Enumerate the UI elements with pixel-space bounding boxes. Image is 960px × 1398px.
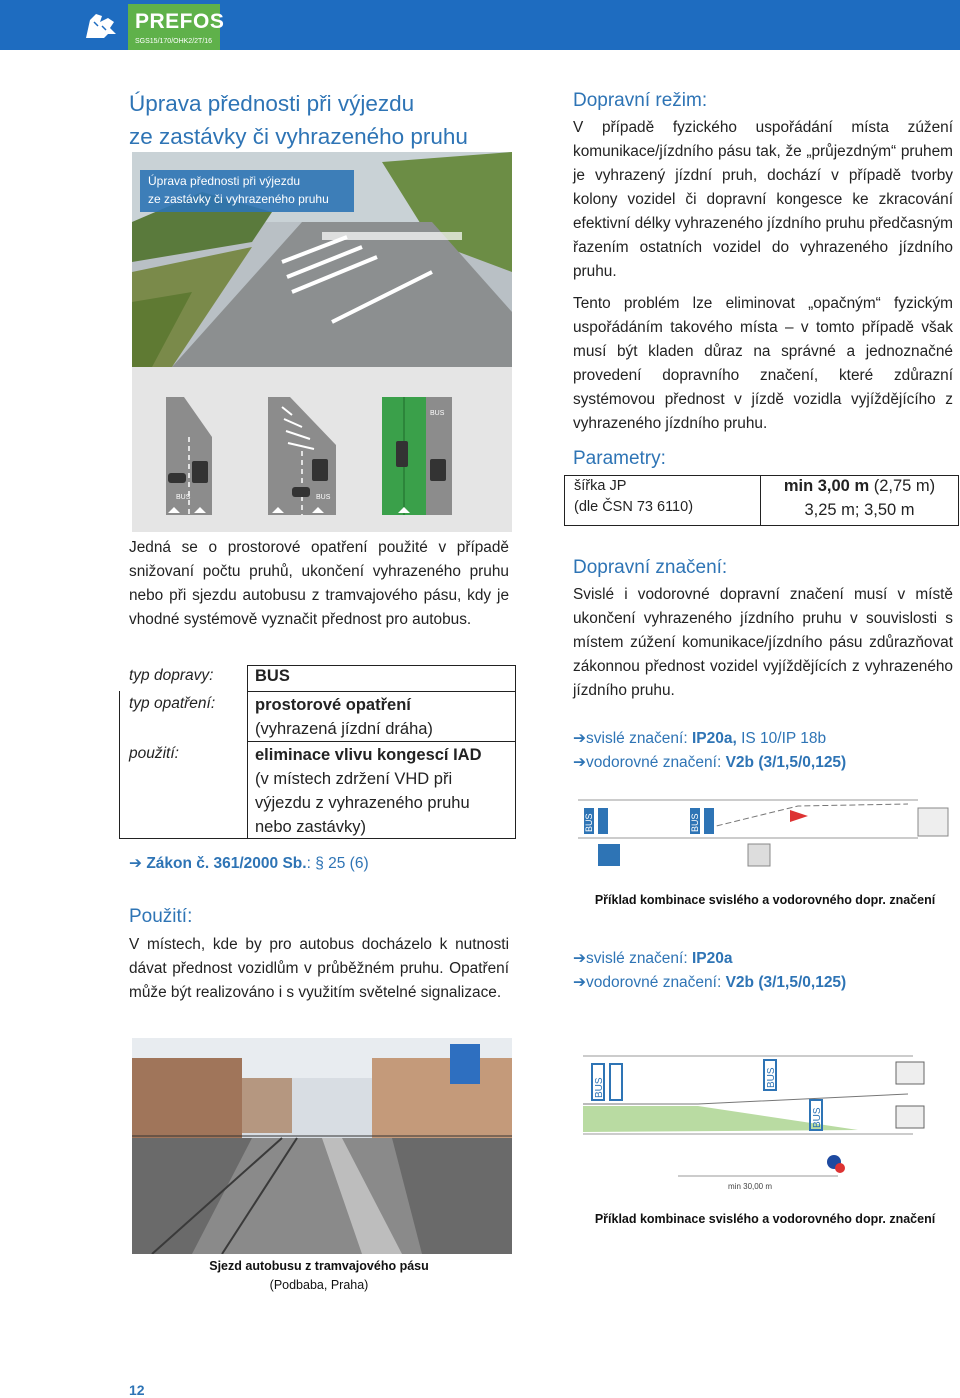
info-label-measure-type: typ opatření: [129, 695, 216, 712]
ex2-horizontal-signs [573, 973, 846, 992]
ex1-vertical-rest: IS 10/IP 18b [736, 730, 827, 747]
law-reference [129, 854, 369, 873]
ex2-marking-drawing [578, 1014, 956, 1194]
info-label-traffic-type: typ dopravy: [129, 667, 214, 684]
tram-track-photo-drawing [132, 1038, 512, 1254]
ex2-vertical-signs [573, 949, 732, 968]
info-border-right [515, 665, 516, 839]
ex1-horizontal-signs [573, 753, 846, 772]
info-divider-2 [247, 741, 516, 742]
diagram3-bus-label: BUS [430, 410, 445, 417]
info-divider-bottom [119, 838, 516, 839]
law-section: : § 25 (6) [306, 855, 369, 872]
ex2-bus-marking-2: BUS [766, 1067, 777, 1088]
ex1-bus-marking-2: BUS [690, 813, 700, 832]
info-value-usage-sub: (v místech zdržení VHD při výjezdu z vyhrazeného pruhu nebo zastávky) [255, 770, 470, 836]
arrow-right-icon: ➔ [573, 974, 586, 991]
info-row-traffic-type [129, 665, 516, 689]
ex2-bus-marking-1: BUS [594, 1077, 605, 1098]
ex2-marking-svg [578, 1014, 956, 1194]
street-photo-drawing [132, 152, 512, 367]
info-border-left [119, 691, 120, 839]
param-label: šířka JP [574, 478, 627, 494]
usage-heading: Použití: [129, 906, 193, 927]
params-heading: Parametry: [573, 448, 666, 469]
ex2-bus-marking-3: BUS [812, 1107, 823, 1128]
ex1-vertical-prefix: svislé značení: [586, 730, 692, 747]
ex1-marking-svg [578, 778, 956, 878]
photo-label-line2: ze zastávky či vyhrazeného pruhu [148, 192, 329, 206]
ex1-caption: Příklad kombinace svislého a vodorovného dopr. značení [594, 893, 936, 907]
diagram2-bus-label: BUS [316, 494, 331, 501]
arrow-right-icon: ➔ [129, 855, 142, 872]
page-number: 12 [129, 1382, 145, 1398]
arrow-right-icon: ➔ [573, 950, 586, 967]
params-table [564, 475, 959, 526]
lane-diagrams [132, 367, 512, 532]
ex1-horizontal-code: V2b (3/1,5/0,125) [725, 754, 847, 771]
ex2-vertical-code: IP20a [691, 950, 733, 967]
info-border-top [247, 665, 516, 666]
info-table [129, 665, 516, 836]
info-label-usage: použití: [129, 745, 179, 762]
ex2-horizontal-code: V2b (3/1,5/0,125) [725, 974, 847, 991]
ex1-bus-marking-1: BUS [584, 813, 594, 832]
ex2-vertical-prefix: svislé značení: [586, 950, 692, 967]
university-lion-logo-icon [80, 8, 120, 42]
ex1-marking-drawing [578, 778, 956, 878]
regime-heading: Dopravní režim: [573, 90, 708, 111]
param-norm: (dle ČSN 73 6110) [574, 499, 694, 515]
info-divider-1 [247, 691, 516, 692]
info-value-traffic-type: BUS [255, 667, 290, 685]
signs-heading: Dopravní značení: [573, 557, 728, 578]
usage-paragraph: V místech, kde by pro autobus docházelo k nutnosti dávat přednost vozidlům v průběžném pruhu. Opatření může být realizováno i s využitím světelné signalizace. [129, 936, 509, 1001]
arrow-right-icon: ➔ [573, 754, 586, 771]
ex2-caption: Příklad kombinace svislého a vodorovného dopr. značení [594, 1212, 936, 1226]
photo-label-line1: Úprava přednosti při výjezdu [148, 174, 301, 188]
param-value-alt: (2,75 m) [869, 477, 936, 495]
regime-paragraph-1: V případě fyzického uspořádání místa zúžení komunikace/jízdního pásu tak, že „průjezdným“ pruhem je vyhrazený jízdní pruh, dochází v případě tvorby kolony vozidel či dopravní kongesce ke zkracování efektivní délky vyhrazeného jízdního pruhu předčasným řazením ostatních vozidel do vyhrazeného jízdního pruhu. [573, 119, 953, 280]
tram-photo-caption: Sjezd autobusu z tramvajového pásu [209, 1259, 429, 1273]
ex2-horizontal-prefix: vodorovné značení: [586, 974, 726, 991]
info-value-usage: eliminace vlivu kongescí IAD [255, 746, 482, 764]
law-name: Zákon č. 361/2000 Sb. [146, 855, 307, 872]
intro-paragraph: Jedná se o prostorové opatření použité v případě snižovaní počtu pruhů, ukončení vyhrazeného pruhu nebo při sjezdu autobusu z tramvajového pásu, kdy je vhodné systémově vyznačit přednost pro autobus. [129, 539, 509, 628]
ex1-vertical-code: IP20a, [691, 730, 737, 747]
street-photo [132, 152, 512, 367]
info-value-measure-type: prostorové opatření [255, 696, 411, 714]
project-code: SGS15/170/OHK2/2T/16 [135, 38, 213, 45]
ex1-vertical-signs [573, 729, 826, 748]
ex2-dimension-label: min 30,00 m [728, 1182, 773, 1191]
param-value-line2: 3,25 m; 3,50 m [804, 501, 915, 519]
page-title-line1: Úprava přednosti při výjezdu [129, 91, 415, 116]
ex1-horizontal-prefix: vodorovné značení: [586, 754, 726, 771]
info-border-mid [247, 665, 248, 839]
brand-name: PREFOS [135, 10, 225, 33]
signs-paragraph: Svislé i vodorovné dopravní značení musí v místě ukončení vyhrazeného jízdního pruhu v souvislosti s místem zúžení komunikace/jízdního pásu zdůrazňovat zákonnou přednost vozidel vyjíždějících z vyhrazeného jízdního pruhu. [573, 586, 953, 699]
lane-diagram-panel [132, 367, 512, 532]
param-value [761, 477, 958, 496]
diagram1-bus-label: BUS [176, 494, 191, 501]
regime-paragraph-2: Tento problém lze eliminovat „opačným“ fyzickým uspořádáním takového místa – v tomto případě však musí být kladen důraz na správné a jednoznačné provedení dopravního značení, které zdůrazní systémovou přednost v jízdě vozidla vyjíždějícího z vyhrazeného jízdního pruhu. [573, 295, 953, 432]
tram-photo-caption-sub: (Podbaba, Praha) [269, 1278, 369, 1292]
info-value-measure-type-sub: (vyhrazená jízdní dráha) [255, 720, 433, 738]
prefos-brand-badge [128, 4, 225, 50]
page-title-line2: ze zastávky či vyhrazeného pruhu [129, 124, 468, 149]
tram-track-photo [132, 1038, 512, 1254]
arrow-right-icon: ➔ [573, 730, 586, 747]
param-value-min: min 3,00 m [783, 477, 870, 495]
